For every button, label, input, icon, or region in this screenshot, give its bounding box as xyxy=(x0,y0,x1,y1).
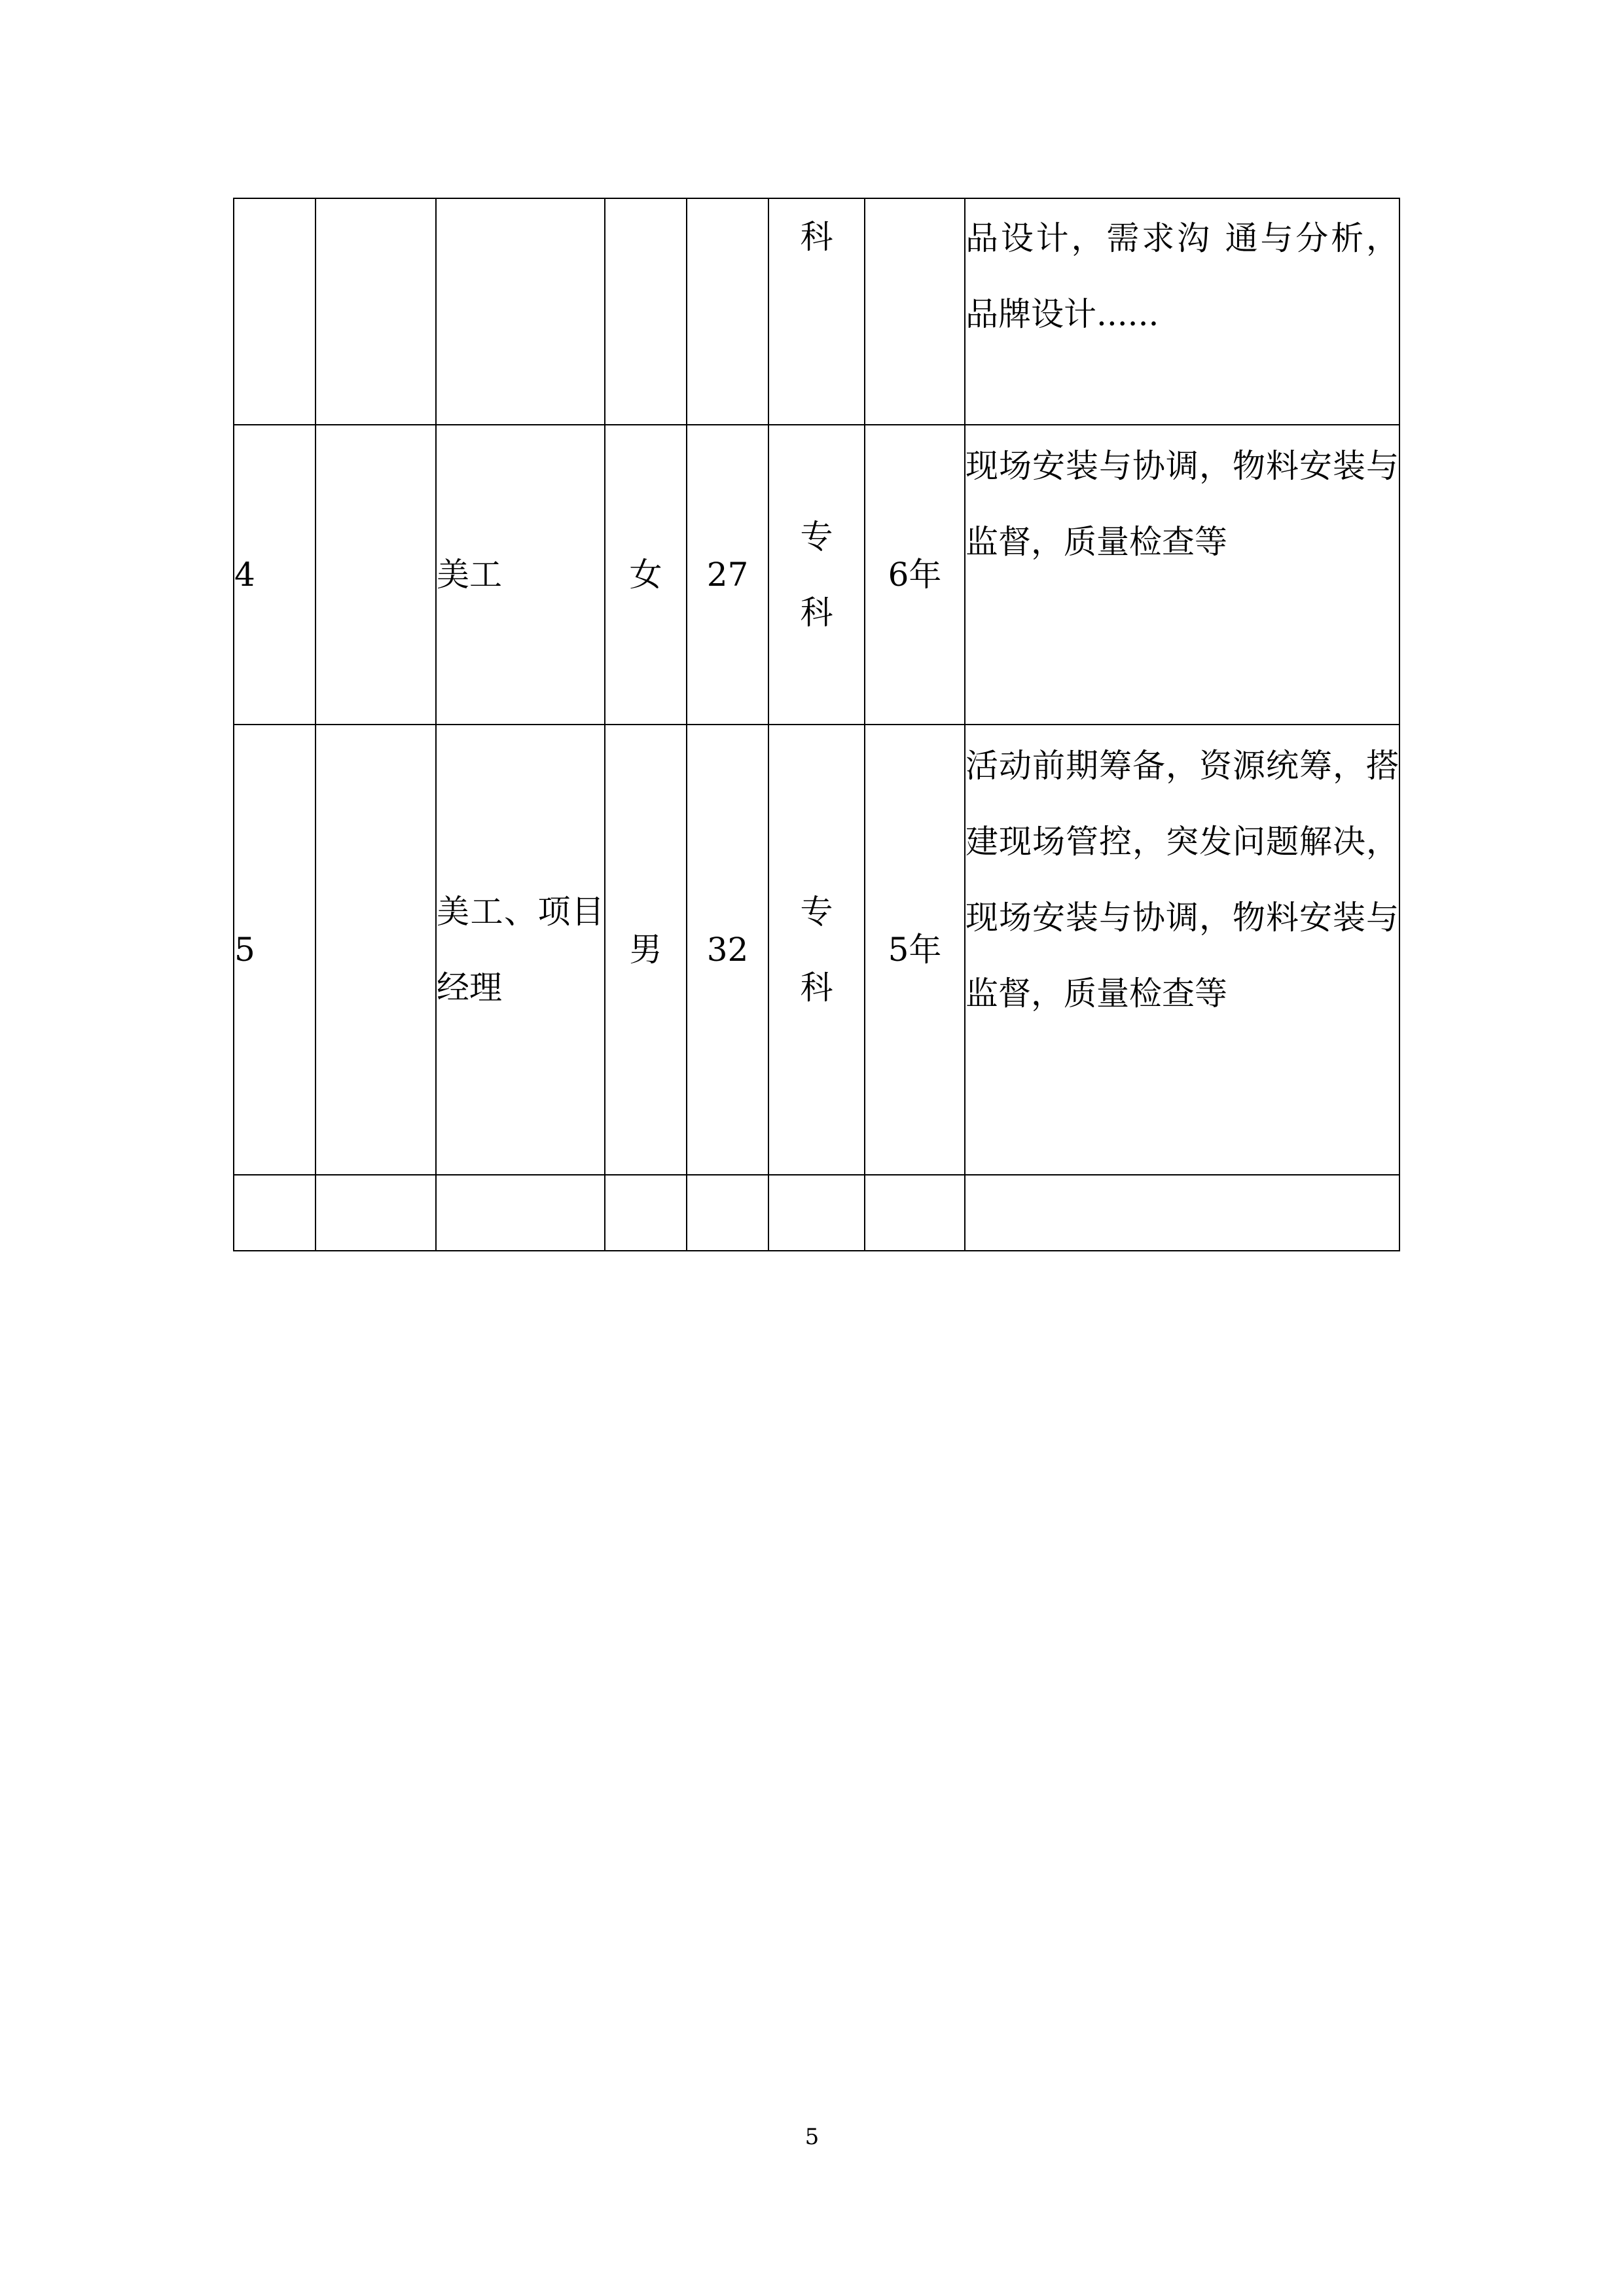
table-row xyxy=(234,725,1399,1175)
role-cell xyxy=(436,198,605,425)
education-text: 科 xyxy=(800,218,833,256)
name-cell xyxy=(316,425,436,725)
name-cell xyxy=(316,1175,436,1251)
education-text: 专科 xyxy=(800,893,833,1007)
education-cell xyxy=(768,425,865,725)
gender-cell xyxy=(605,1175,687,1251)
table-row xyxy=(234,198,1399,425)
gender-cell xyxy=(605,198,687,425)
education-cell xyxy=(768,198,865,425)
row-index-cell: 5 xyxy=(234,725,316,1175)
row-index-cell xyxy=(234,1175,316,1251)
role-text: 美工、项目经理 xyxy=(437,893,604,1007)
gender-cell: 男 xyxy=(605,725,687,1175)
experience-cell: 6年 xyxy=(865,425,965,725)
gender-cell: 女 xyxy=(605,425,687,725)
role-cell: 美工 xyxy=(436,425,605,725)
table-row xyxy=(234,425,1399,725)
role-cell xyxy=(436,1175,605,1251)
responsibilities-text: 活动前期筹备，资源统筹，搭建现场管控，突发问题解决，现场安装与协调，物料安装与监督，质量检查等 xyxy=(965,747,1399,1013)
responsibilities-cell xyxy=(965,725,1399,1175)
name-cell xyxy=(316,198,436,425)
responsibilities-cell xyxy=(965,425,1399,725)
responsibilities-cell xyxy=(965,1175,1399,1251)
experience-cell xyxy=(865,198,965,425)
page-number: 5 xyxy=(804,2124,820,2150)
responsibilities-text: 品设计，需求沟 通与分析，品牌设计...... xyxy=(965,219,1399,333)
table-row xyxy=(234,1175,1399,1251)
row-index-cell: 4 xyxy=(234,425,316,725)
name-cell xyxy=(316,725,436,1175)
age-cell: 32 xyxy=(687,725,768,1175)
responsibilities-text: 现场安装与协调，物料安装与监督，质量检查等 xyxy=(965,447,1399,561)
role-cell xyxy=(436,725,605,1175)
staff-table xyxy=(233,198,1400,1251)
age-cell: 27 xyxy=(687,425,768,725)
experience-cell: 5年 xyxy=(865,725,965,1175)
row-index-cell xyxy=(234,198,316,425)
education-cell xyxy=(768,725,865,1175)
experience-cell xyxy=(865,1175,965,1251)
age-cell xyxy=(687,1175,768,1251)
responsibilities-cell xyxy=(965,198,1399,425)
education-text: 专科 xyxy=(800,518,833,632)
education-cell xyxy=(768,1175,865,1251)
age-cell xyxy=(687,198,768,425)
